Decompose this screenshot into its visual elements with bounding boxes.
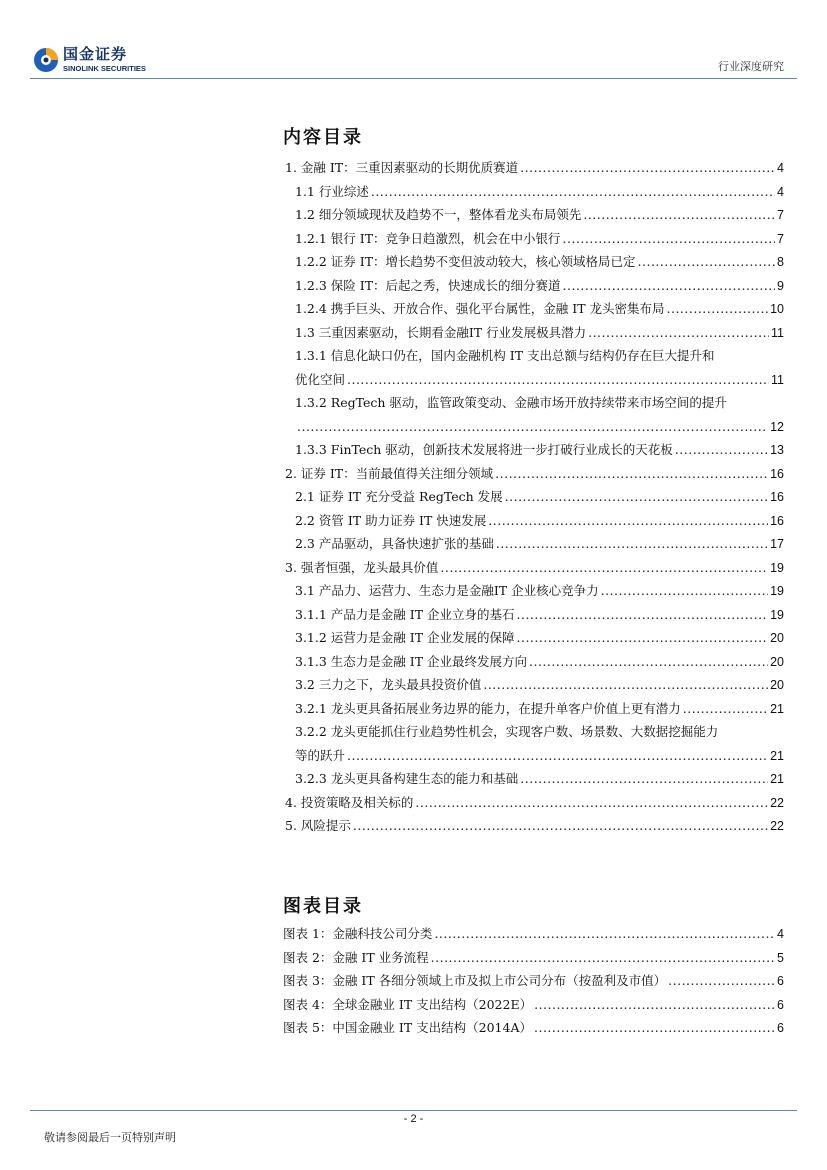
- toc-page-number: 4: [777, 927, 784, 941]
- toc-leader-dots: [529, 650, 768, 674]
- toc-page-number: 22: [770, 795, 784, 810]
- toc-page-number: 6: [777, 974, 784, 988]
- toc-page-number: 12: [770, 419, 784, 434]
- toc-leader-dots: [638, 250, 776, 274]
- toc-leader-dots: [347, 368, 769, 392]
- toc-entry-title: 3.1.1 产品力是金融 IT 企业立身的基石: [295, 606, 515, 622]
- toc-page-number: 21: [770, 701, 784, 716]
- toc-page-number: 11: [771, 325, 784, 340]
- toc-page-number: 19: [770, 560, 784, 575]
- toc-entry-title: 1.3 三重因素驱动，长期看金融IT 行业发展极具潜力: [295, 324, 587, 340]
- toc-leader-dots: [668, 969, 775, 993]
- logo-english-name: SINOLINK SECURITIES: [63, 64, 146, 74]
- toc-leader-dots: [297, 415, 768, 439]
- toc-page-number: 10: [770, 302, 784, 316]
- page-header: [0, 0, 827, 80]
- figures-list: [280, 922, 784, 1040]
- toc-entry[interactable]: [280, 791, 784, 815]
- page-number: - 2 -: [403, 1113, 424, 1125]
- toc-entry[interactable]: [280, 673, 784, 697]
- toc-page-number: 7: [777, 231, 784, 246]
- toc-entry-title-continued: 等的跃升: [295, 747, 346, 763]
- toc-entry[interactable]: [280, 532, 784, 556]
- toc-entry-title: 1.3.3 FinTech 驱动，创新技术发展将进一步打破行业成长的天花板: [295, 442, 673, 457]
- toc-entry-title: 4. 投资策略及相关标的: [285, 794, 414, 810]
- toc-entry[interactable]: [280, 814, 784, 838]
- toc-entry-continuation[interactable]: [280, 744, 784, 768]
- toc-page-number: 11: [771, 372, 784, 387]
- footer-disclaimer: 敬请参阅最后一页特别声明: [44, 1131, 176, 1144]
- toc-leader-dots: [517, 626, 769, 650]
- toc-entry-continuation[interactable]: [280, 368, 784, 392]
- toc-entry[interactable]: [280, 297, 784, 321]
- toc-entry-title: 2.1 证券 IT 充分受益 RegTech 发展: [295, 489, 503, 504]
- toc-entry[interactable]: [280, 250, 784, 274]
- toc-leader-dots: [534, 1016, 775, 1040]
- toc-entry[interactable]: [280, 203, 784, 227]
- toc-page-number: 17: [770, 537, 784, 551]
- toc-page-number: 16: [770, 466, 784, 481]
- toc-leader-dots: [520, 767, 768, 791]
- toc-entry-continuation[interactable]: [280, 415, 784, 439]
- toc-leader-dots: [440, 556, 768, 580]
- toc-entry-title: 1.2.3 保险 IT：后起之秀，快速成长的细分赛道: [295, 277, 561, 293]
- toc-entry[interactable]: [280, 462, 784, 486]
- logo-chinese-name: 国金证券: [63, 45, 128, 64]
- footer-divider: [30, 1110, 797, 1111]
- toc-leader-dots: [431, 946, 775, 970]
- toc-entry-title: 3.2 三力之下，龙头最具投资价值: [295, 677, 482, 692]
- toc-page-number: 20: [770, 631, 784, 645]
- toc-leader-dots: [667, 297, 769, 321]
- toc-entry[interactable]: [280, 485, 784, 509]
- toc-leader-dots: [495, 462, 768, 486]
- toc-leader-dots: [588, 321, 769, 345]
- toc-leader-dots: [434, 922, 775, 946]
- toc-entry[interactable]: [280, 274, 784, 298]
- toc-entry-title: 2. 证券 IT：当前最值得关注细分领域: [285, 465, 494, 481]
- toc-entry[interactable]: [280, 1016, 784, 1040]
- toc-entry[interactable]: [280, 438, 784, 462]
- toc-page-number: 4: [777, 161, 784, 175]
- toc-leader-dots: [683, 697, 768, 721]
- toc-entry[interactable]: [280, 556, 784, 580]
- toc-entry[interactable]: [280, 156, 784, 180]
- toc-page-number: 19: [770, 584, 784, 598]
- toc-entry[interactable]: [280, 993, 784, 1017]
- toc-page-number: 8: [777, 255, 784, 269]
- toc-page-number: 6: [777, 1021, 784, 1035]
- toc-leader-dots: [483, 673, 768, 697]
- toc-page-number: 13: [770, 443, 784, 457]
- figures-title: 图表目录: [283, 896, 363, 917]
- toc-entry[interactable]: [280, 626, 784, 650]
- toc-entry-title: 2.2 资管 IT 助力证券 IT 快速发展: [295, 512, 487, 528]
- toc-entry-title: 1.2.1 银行 IT：竞争日趋激烈，机会在中小银行: [295, 230, 561, 246]
- toc-entry[interactable]: [280, 344, 784, 368]
- toc-entry-title: 2.3 产品驱动，具备快速扩张的基础: [295, 536, 494, 551]
- toc-leader-dots: [534, 993, 775, 1017]
- toc-leader-dots: [505, 485, 768, 509]
- toc-leader-dots: [563, 274, 776, 298]
- toc-leader-dots: [496, 532, 768, 556]
- sinolink-logo-icon: [33, 47, 59, 73]
- toc-entry[interactable]: [280, 321, 784, 345]
- toc-leader-dots: [675, 438, 768, 462]
- toc-page-number: 20: [770, 678, 784, 692]
- toc-entry-title: 1.2.2 证券 IT：增长趋势不变但波动较大，核心领域格局已定: [295, 254, 636, 269]
- toc-entry-title: 3. 强者恒强，龙头最具价值: [285, 559, 439, 575]
- toc-entry-title: 图表 2：金融 IT 业务流程: [283, 949, 429, 965]
- toc-page-number: 22: [770, 819, 784, 833]
- toc-leader-dots: [563, 227, 776, 251]
- toc-entry[interactable]: [280, 922, 784, 946]
- toc-leader-dots: [371, 180, 775, 204]
- toc-entry-title: 1.3.1 信息化缺口仍在，国内金融机构 IT 支出总额与结构仍存在巨大提升和: [295, 348, 715, 363]
- contents-list: [280, 156, 784, 838]
- toc-leader-dots: [517, 603, 769, 627]
- header-divider: [30, 78, 797, 79]
- toc-entry-title: 3.1.3 生态力是金融 IT 企业最终发展方向: [295, 653, 528, 669]
- toc-page-number: 21: [770, 748, 784, 763]
- toc-page-number: 6: [777, 997, 784, 1012]
- toc-entry[interactable]: [280, 180, 784, 204]
- company-logo: [33, 47, 146, 73]
- toc-entry-title: 3.1.2 运营力是金融 IT 企业发展的保障: [295, 630, 515, 645]
- toc-entry-title: 图表 3：金融 IT 各细分领域上市及拟上市公司分布（按盈利及市值）: [283, 973, 667, 988]
- toc-entry-title: 1.3.2 RegTech 驱动，监管政策变动、金融市场开放持续带来市场空间的提升: [295, 395, 727, 410]
- toc-page-number: 21: [770, 772, 784, 786]
- toc-page-number: 19: [770, 607, 784, 622]
- toc-entry[interactable]: [280, 650, 784, 674]
- toc-entry-title: 1. 金融 IT：三重因素驱动的长期优质赛道: [285, 160, 519, 175]
- toc-page-number: 5: [777, 950, 784, 965]
- toc-entry-title: 1.1 行业综述: [295, 183, 369, 199]
- toc-entry[interactable]: [280, 227, 784, 251]
- toc-entry[interactable]: [280, 969, 784, 993]
- toc-leader-dots: [488, 509, 768, 533]
- toc-leader-dots: [520, 156, 775, 180]
- toc-entry-title: 1.2.4 携手巨头、开放合作、强化平台属性，金融 IT 龙头密集布局: [295, 301, 665, 316]
- toc-entry[interactable]: [280, 603, 784, 627]
- toc-entry-title: 3.2.3 龙头更具备构建生态的能力和基础: [295, 771, 519, 786]
- toc-leader-dots: [601, 579, 768, 603]
- toc-entry[interactable]: [280, 391, 784, 415]
- toc-page-number: 7: [777, 208, 784, 222]
- toc-entry-title: 5. 风险提示: [285, 818, 351, 833]
- toc-entry[interactable]: [280, 720, 784, 744]
- report-type-label: 行业深度研究: [718, 60, 784, 73]
- toc-page-number: 16: [770, 490, 784, 504]
- toc-entry-title: 1.2 细分领域现状及趋势不一，整体看龙头布局领先: [295, 207, 582, 222]
- toc-leader-dots: [415, 791, 768, 815]
- toc-entry-title: 图表 1：金融科技公司分类: [283, 926, 433, 941]
- toc-entry-title: 3.1 产品力、运营力、生态力是金融IT 企业核心竞争力: [295, 583, 599, 598]
- toc-entry[interactable]: [280, 946, 784, 970]
- toc-page-number: 16: [770, 513, 784, 528]
- contents-title: 内容目录: [283, 127, 363, 148]
- toc-entry[interactable]: [280, 697, 784, 721]
- toc-entry-title: 3.2.2 龙头更能抓住行业趋势性机会，实现客户数、场景数、大数据挖掘能力: [295, 724, 719, 739]
- toc-entry[interactable]: [280, 767, 784, 791]
- toc-entry[interactable]: [280, 579, 784, 603]
- toc-leader-dots: [583, 203, 775, 227]
- toc-entry-title: 图表 5：中国金融业 IT 支出结构（2014A）: [283, 1020, 532, 1035]
- toc-page-number: 9: [777, 278, 784, 293]
- toc-entry-title-continued: 优化空间: [295, 371, 346, 387]
- toc-entry[interactable]: [280, 509, 784, 533]
- toc-leader-dots: [353, 814, 768, 838]
- toc-leader-dots: [347, 744, 768, 768]
- toc-entry-title: 图表 4：全球金融业 IT 支出结构（2022E）: [283, 996, 533, 1012]
- toc-entry-title: 3.2.1 龙头更具备拓展业务边界的能力，在提升单客户价值上更有潜力: [295, 700, 681, 716]
- toc-page-number: 20: [770, 654, 784, 669]
- toc-page-number: 4: [777, 184, 784, 199]
